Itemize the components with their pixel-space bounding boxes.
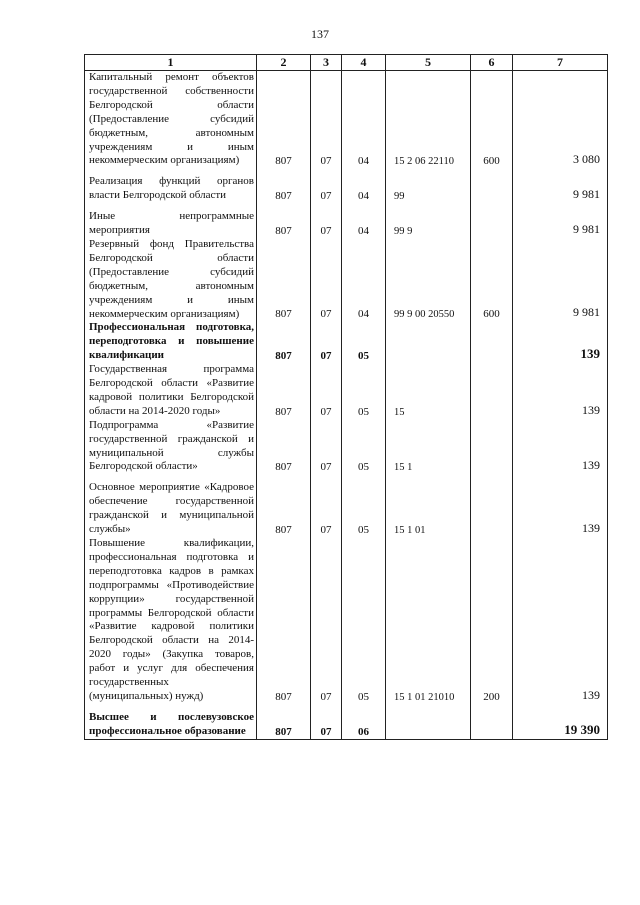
column-header: 2 (257, 55, 311, 71)
row-ved: 807 (257, 71, 311, 176)
row-vr (471, 711, 513, 739)
row-csr: 15 1 01 (386, 481, 471, 537)
row-rz: 07 (311, 363, 342, 419)
row-csr (386, 321, 471, 363)
row-name: Капитальный ремонт объектов государственной собственности Белгородской области (Предоставление субсидий бюджетным, автономным учреждениям и иным некоммерческим организациям) (85, 71, 257, 176)
column-header: 5 (386, 55, 471, 71)
row-pr: 05 (342, 363, 386, 419)
row-ved: 807 (257, 321, 311, 363)
page-number: 137 (311, 27, 329, 41)
row-vr (471, 419, 513, 482)
row-rz: 07 (311, 481, 342, 537)
row-sum: 9 981 (513, 238, 608, 321)
row-pr: 05 (342, 537, 386, 711)
column-header: 3 (311, 55, 342, 71)
table-row (85, 210, 608, 238)
row-pr: 04 (342, 175, 386, 210)
row-ved: 807 (257, 481, 311, 537)
row-vr (471, 363, 513, 419)
row-name: Повышение квалификации, профессиональная подготовка и переподготовка кадров в рамках подпрограммы «Противодействие коррупции» государственной программы Белгородской области «Развитие кадровой политики Белгородской области на 2014-2020 годы» (Закупка товаров, работ и услуг для обеспечения государственных (муниципальных) нужд) (85, 537, 257, 711)
row-name: Основное мероприятие «Кадровое обеспечение государственной гражданской и муниципальной службы» (85, 481, 257, 537)
row-name: Высшее и послевузовское профессиональное образование (85, 711, 257, 739)
row-vr: 600 (471, 238, 513, 321)
row-vr: 600 (471, 71, 513, 176)
row-pr: 06 (342, 711, 386, 739)
table-header-row (85, 55, 608, 71)
row-rz: 07 (311, 537, 342, 711)
row-sum: 9 981 (513, 210, 608, 238)
table-row (85, 481, 608, 537)
row-sum: 139 (513, 419, 608, 482)
row-rz: 07 (311, 711, 342, 739)
row-csr: 15 1 01 21010 (386, 537, 471, 711)
column-header: 6 (471, 55, 513, 71)
column-header: 4 (342, 55, 386, 71)
row-pr: 04 (342, 210, 386, 238)
column-header: 1 (85, 55, 257, 71)
row-sum: 139 (513, 537, 608, 711)
column-header: 7 (513, 55, 608, 71)
row-vr (471, 481, 513, 537)
row-ved: 807 (257, 537, 311, 711)
row-pr: 05 (342, 481, 386, 537)
row-sum: 3 080 (513, 71, 608, 176)
row-name: Государственная программа Белгородской области «Развитие кадровой политики Белгородской области на 2014-2020 годы» (85, 363, 257, 419)
row-rz: 07 (311, 175, 342, 210)
row-pr: 05 (342, 321, 386, 363)
table-row (85, 711, 608, 739)
row-sum: 9 981 (513, 175, 608, 210)
row-sum: 139 (513, 481, 608, 537)
row-rz: 07 (311, 238, 342, 321)
row-name: Профессиональная подготовка, переподготовка и повышение квалификации (85, 321, 257, 363)
row-ved: 807 (257, 238, 311, 321)
row-ved: 807 (257, 419, 311, 482)
row-name: Резервный фонд Правительства Белгородской области (Предоставление субсидий бюджетным, автономным учреждениям и иным некоммерческим организациям) (85, 238, 257, 321)
row-csr: 99 9 00 20550 (386, 238, 471, 321)
row-sum: 139 (513, 363, 608, 419)
row-vr (471, 321, 513, 363)
row-vr (471, 210, 513, 238)
row-csr: 15 (386, 363, 471, 419)
table-row (85, 419, 608, 482)
row-csr: 15 2 06 22110 (386, 71, 471, 176)
row-name: Реализация функций органов власти Белгородской области (85, 175, 257, 210)
row-csr: 99 (386, 175, 471, 210)
table-row (85, 238, 608, 321)
budget-table (84, 54, 608, 740)
row-ved: 807 (257, 175, 311, 210)
table-row (85, 321, 608, 363)
row-ved: 807 (257, 210, 311, 238)
row-rz: 07 (311, 321, 342, 363)
row-rz: 07 (311, 210, 342, 238)
row-sum: 139 (513, 321, 608, 363)
row-pr: 05 (342, 419, 386, 482)
table-row (85, 537, 608, 711)
row-name: Подпрограмма «Развитие государственной гражданской и муниципальной службы Белгородской области» (85, 419, 257, 482)
table-row (85, 71, 608, 176)
row-name: Иные непрограммные мероприятия (85, 210, 257, 238)
row-vr (471, 175, 513, 210)
row-csr (386, 711, 471, 739)
row-sum: 19 390 (513, 711, 608, 739)
row-csr: 99 9 (386, 210, 471, 238)
row-ved: 807 (257, 363, 311, 419)
row-pr: 04 (342, 238, 386, 321)
row-vr: 200 (471, 537, 513, 711)
row-csr: 15 1 (386, 419, 471, 482)
table-row (85, 175, 608, 210)
row-rz: 07 (311, 419, 342, 482)
row-ved: 807 (257, 711, 311, 739)
row-pr: 04 (342, 71, 386, 176)
row-rz: 07 (311, 71, 342, 176)
table-row (85, 363, 608, 419)
